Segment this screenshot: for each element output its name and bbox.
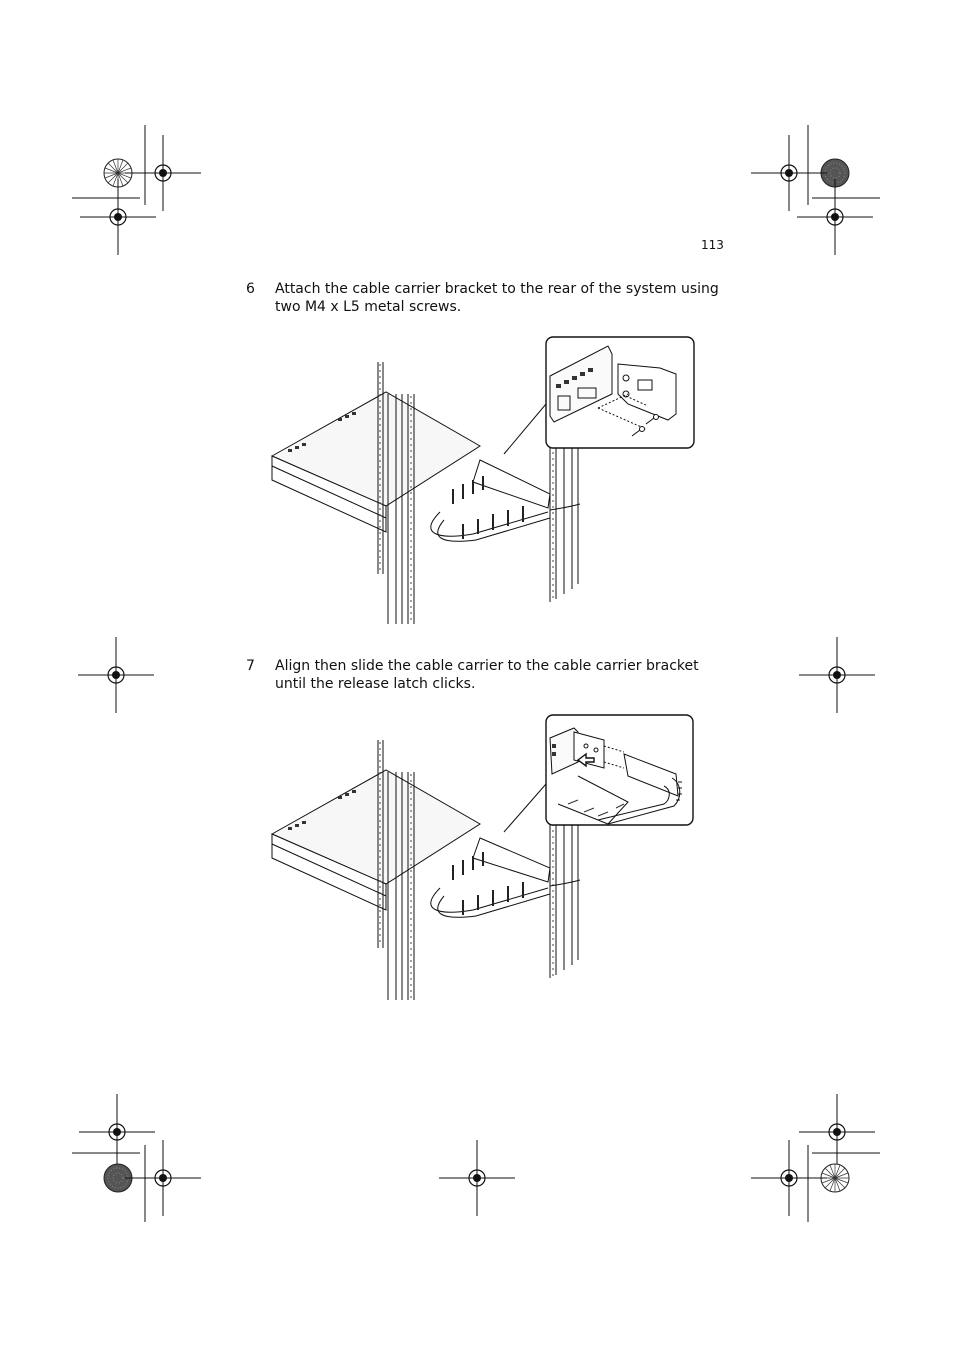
step-text: Attach the cable carrier bracket to the rear of the system using two M4 x L5 metal screws.	[275, 281, 719, 315]
step-number: 6	[246, 281, 255, 297]
page-number: 113	[701, 238, 724, 252]
step-number: 7	[246, 658, 255, 674]
step-text: Align then slide the cable carrier to the cable carrier bracket until the release latch clicks.	[275, 658, 699, 692]
figure-attach-bracket	[268, 334, 698, 630]
figure-slide-cable-carrier	[268, 712, 698, 1004]
